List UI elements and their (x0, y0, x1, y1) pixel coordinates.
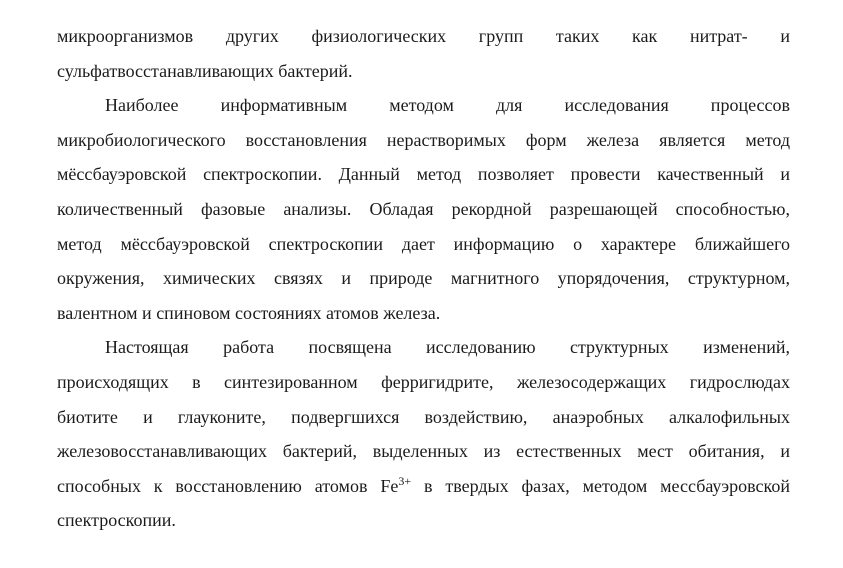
fe-superscript: 3+ (398, 473, 412, 488)
text-line: микроорганизмов других физиологических групп таких как нитрат- и (57, 26, 790, 46)
fe-line-before: способных к восстановлению атомов Fe (57, 475, 399, 496)
text-line-paragraph-end: валентном и спиновом состояниях атомов железа. (57, 302, 441, 323)
text-line-fe (57, 469, 790, 504)
text-line-paragraph-start: Наиболее информативным методом для исследования процессов (105, 95, 790, 116)
fe-line-after: в твердых фазах, методом мессбауэровской (423, 475, 790, 496)
text-line: происходящих в синтезированном ферригидрите, железосодержащих гидрослюдах (57, 371, 790, 392)
text-line-paragraph-end: спектроскопии. (57, 510, 176, 531)
text-line-paragraph-start: Настоящая работа посвящена исследованию структурных изменений, (105, 337, 790, 358)
text-line: мёссбауэровской спектроскопии. Данный метод позволяет провести качественный и (57, 164, 790, 185)
text-line: количественный фазовые анализы. Обладая рекордной разрешающей способностью, (57, 198, 790, 219)
text-line: окружения, химических связях и природе магнитного упорядочения, структурном, (57, 268, 790, 289)
text-line: метод мёссбауэровской спектроскопии дает информацию о характере ближайшего (57, 233, 790, 254)
text-line-paragraph-end: сульфатвосстанавливающих бактерий. (57, 60, 353, 81)
text-line: микробиологического восстановления нерастворимых форм железа является метод (57, 129, 790, 150)
text-line: железовосстанавливающих бактерий, выделенных из естественных мест обитания, и (57, 441, 790, 462)
text-line: биотите и глауконите, подвергшихся воздействию, анаэробных алкалофильных (57, 406, 790, 427)
